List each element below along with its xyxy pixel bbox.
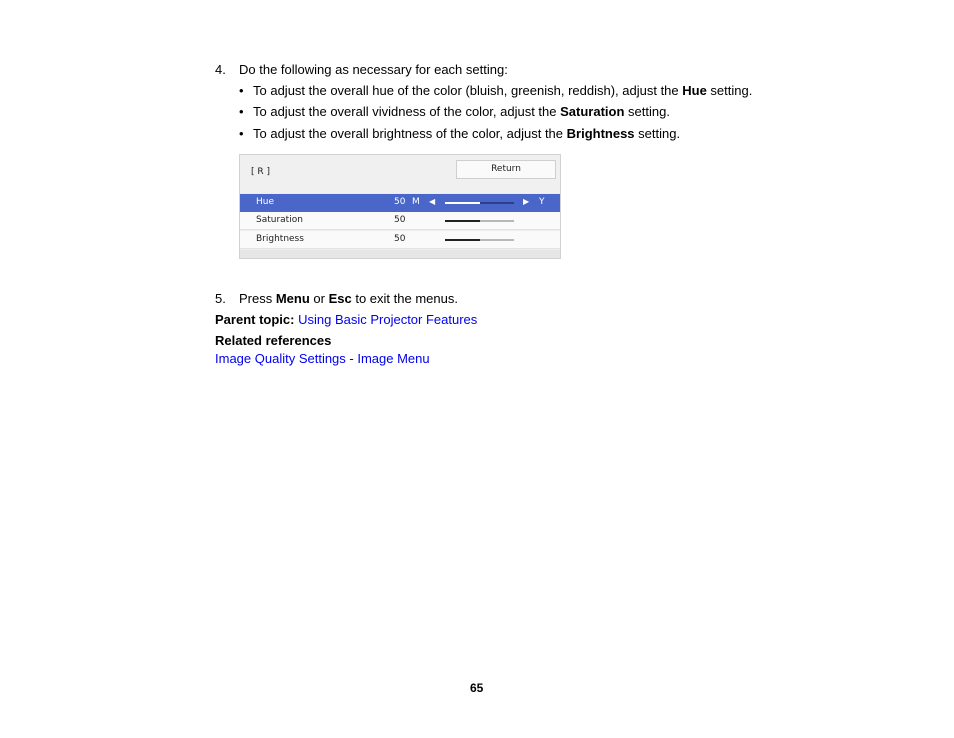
menu-row-brightness[interactable] — [240, 231, 560, 249]
step-text: Do the following as necessary for each setting: — [239, 62, 508, 77]
bullet-item-hue: To adjust the overall hue of the color (bluish, greenish, reddish), adjust the Hue setting. — [253, 83, 753, 98]
row-value: 50 — [394, 234, 406, 244]
slider-right-end-label: Y — [539, 197, 545, 207]
bullet-icon: • — [239, 126, 244, 141]
bullet-item-saturation: To adjust the overall vividness of the color, adjust the Saturation setting. — [253, 104, 670, 119]
slider-fill — [445, 202, 480, 204]
related-reference-link[interactable]: Image Quality Settings - Image Menu — [215, 351, 430, 366]
row-value: 50 — [394, 197, 406, 207]
row-label: Saturation — [256, 215, 303, 225]
step-number: 4. — [215, 62, 226, 77]
slider-track[interactable] — [445, 202, 514, 204]
page-number: 65 — [470, 681, 484, 695]
parent-topic — [215, 312, 477, 328]
menu-row-hue[interactable] — [240, 194, 560, 212]
menu-row-saturation[interactable] — [240, 212, 560, 230]
source-label: [ R ] — [251, 167, 270, 177]
menu-footer — [240, 250, 560, 258]
related-references-heading: Related references — [215, 333, 332, 348]
parent-topic-label: Parent topic: — [215, 312, 295, 327]
parent-topic-link[interactable]: Using Basic Projector Features — [298, 312, 478, 327]
slider-left-end-label: M — [412, 197, 420, 207]
step-number: 5. — [215, 291, 226, 306]
bullet-icon: • — [239, 104, 244, 119]
slider-fill — [445, 220, 480, 222]
row-label: Hue — [256, 197, 275, 207]
return-button[interactable]: Return — [456, 160, 556, 179]
slider-track[interactable] — [445, 220, 514, 222]
menu-header — [240, 155, 560, 193]
bullet-icon: • — [239, 83, 244, 98]
triangle-right-icon[interactable]: ▶ — [523, 197, 530, 206]
projector-menu-screenshot — [239, 154, 561, 259]
slider-fill — [445, 239, 480, 241]
slider-track[interactable] — [445, 239, 514, 241]
row-value: 50 — [394, 215, 406, 225]
bullet-item-brightness: To adjust the overall brightness of the color, adjust the Brightness setting. — [253, 126, 681, 141]
step-text: Press Menu or Esc to exit the menus. — [239, 291, 458, 306]
triangle-left-icon[interactable]: ◀ — [429, 197, 436, 206]
row-label: Brightness — [256, 234, 304, 244]
